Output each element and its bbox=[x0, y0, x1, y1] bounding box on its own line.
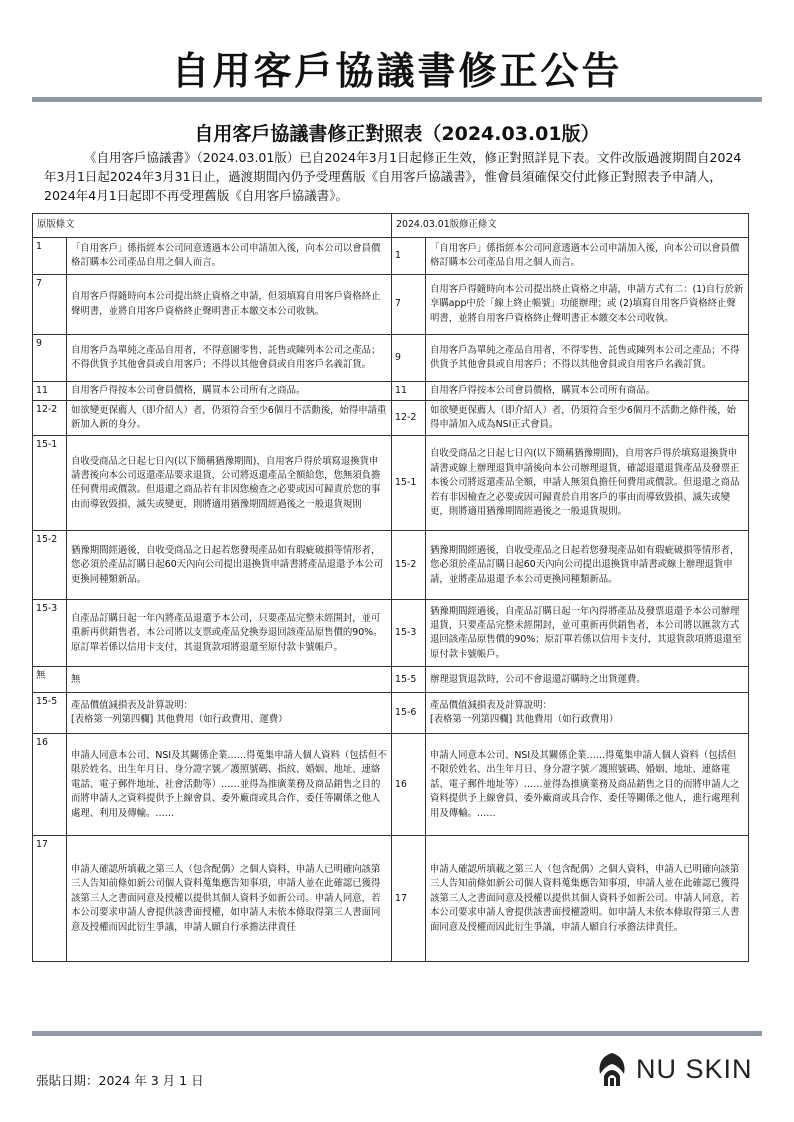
table-row bbox=[33, 335, 749, 382]
comparison-table bbox=[32, 213, 749, 962]
revised-clause-text: 自用客戶為單純之產品自用者，不得零售、託售或陳列本公司之產品；不得供貨予其他會員或自用客戶；不得以其他會員或自用客戶名義訂貨。 bbox=[426, 335, 749, 382]
brand-logo bbox=[592, 1050, 762, 1090]
table-row bbox=[33, 836, 749, 962]
table-row bbox=[33, 734, 749, 836]
table-row bbox=[33, 436, 749, 531]
table-row bbox=[33, 382, 749, 401]
original-clause-number: 無 bbox=[33, 667, 67, 693]
top-divider bbox=[32, 97, 762, 102]
revised-clause-number: 15-5 bbox=[392, 667, 426, 693]
brand-name: NU SKIN bbox=[636, 1054, 753, 1084]
original-clause-text: 自產品訂購日起一年內將產品退還予本公司，只要產品完整未經開封，並可重新再供銷售者，本公司將以支票或產品兌換券退回該產品原售價的90%。原訂單若係以信用卡支付，其退貨款項將退還至原付款卡號帳戶。 bbox=[67, 600, 392, 667]
original-clause-text: 猶豫期間經過後，自收受商品之日起若您發現產品如有瑕疵破損等情形者，您必須於產品訂購日起60天內向公司提出退換貨申請書將產品退還予本公司更換同種類新品。 bbox=[67, 531, 392, 600]
original-clause-text: 自用客戶得隨時向本公司提出終止資格之申請，但須填寫自用客戶資格終止聲明書，並將自用客戶資格終止聲明書正本繳交本公司收執。 bbox=[67, 275, 392, 335]
revised-clause-number: 15-3 bbox=[392, 600, 426, 667]
revised-clause-number: 16 bbox=[392, 734, 426, 836]
table-row bbox=[33, 693, 749, 734]
nu-skin-logo-icon bbox=[592, 1050, 632, 1090]
table-row bbox=[33, 275, 749, 335]
table-subtitle: 自用客戶協議書修正對照表（2024.03.01版） bbox=[194, 123, 600, 145]
original-clause-text: 「自用客戶」係指經本公司同意透過本公司申請加入後，向本公司以會員價格訂購本公司產品自用之個人而言。 bbox=[67, 238, 392, 275]
table-row bbox=[33, 401, 749, 436]
table-header-row bbox=[33, 214, 749, 238]
posting-date: 張貼日期：2024 年 3 月 1 日 bbox=[36, 1073, 204, 1088]
revised-clause-text: 自用客戶得按本公司會員價格，購買本公司所有商品。 bbox=[426, 382, 749, 401]
original-clause-number: 9 bbox=[33, 335, 67, 382]
table-row bbox=[33, 238, 749, 275]
original-clause-number: 15-5 bbox=[33, 693, 67, 734]
original-clause-text: 自用客戶得按本公司會員價格，購買本公司所有之商品。 bbox=[67, 382, 392, 401]
revised-clause-text: 申請人確認所填載之第三人（包含配偶）之個人資料，申請人已明確向該第三人告知前條如新公司個人資料蒐集應告知事項，申請人並在此確認已獲得該第三人之書面同意及授權以提供其個人資料予如新公司。申請人同意，若本公司要求申請人會提供該書面授權證明。如申請人未依本條取得第三人書面同意及授權而因此衍生爭議，申請人願自行承擔法律責任。 bbox=[426, 836, 749, 962]
revised-clause-number: 7 bbox=[392, 275, 426, 335]
original-clause-number: 12-2 bbox=[33, 401, 67, 436]
table-row bbox=[33, 531, 749, 600]
original-clause-number: 17 bbox=[33, 836, 67, 962]
page-title: 自用客戶協議書修正公告 bbox=[171, 49, 623, 93]
original-clause-text: 產品價值減損表及計算說明： [表格第一列第四欄] 其他費用（如行政費用、運費） bbox=[67, 693, 392, 734]
revised-clause-number: 17 bbox=[392, 836, 426, 962]
revised-clause-number: 9 bbox=[392, 335, 426, 382]
revised-clause-text: 猶豫期間經過後，自收受產品之日起若您發現產品如有瑕疵破損等情形者，您必須於產品訂購日起60天內向公司提出退換貨申請書或線上辦理退貨申請，並將產品退還予本公司更換同種類新品。 bbox=[426, 531, 749, 600]
table-row bbox=[33, 600, 749, 667]
revised-clause-text: 自用客戶得隨時向本公司提出終止資格之申請，申請方式有二：(1)自行於新享購app中於「線上終止帳號」功能辦理；或 (2)填寫自用客戶資格終止聲明書，並將自用客戶資格終止聲明書正本繳交本公司收執。 bbox=[426, 275, 749, 335]
revised-clause-number: 15-1 bbox=[392, 436, 426, 531]
revised-clause-text: 自收受商品之日起七日內(以下簡稱猶豫期間)，自用客戶得於填寫退換貨申請書或線上辦理退貨申請後向本公司辦理退貨，確認退還退貨產品及發票正本後公司將返還產品全額，申請人無須負擔任何費用或價款。但退還之商品若有非因檢查之必要或因可歸責於自用客戶的事由而導致毀損、滅失或變更，則將適用猶豫期間經過後之一般退貨規則。 bbox=[426, 436, 749, 531]
original-clause-number: 15-2 bbox=[33, 531, 67, 600]
revised-clause-text: 辦理退貨退款時，公司不會退還訂購時之出貨運費。 bbox=[426, 667, 749, 693]
bottom-divider bbox=[32, 1031, 762, 1036]
original-clause-number: 15-1 bbox=[33, 436, 67, 531]
original-clause-number: 1 bbox=[33, 238, 67, 275]
revised-clause-number: 15-2 bbox=[392, 531, 426, 600]
original-clause-number: 16 bbox=[33, 734, 67, 836]
original-clause-text: 自收受商品之日起七日內(以下簡稱猶豫期間)，自用客戶得於填寫退換貨申請書後向本公司返還產品要求退貨，公司將返還產品全額給您，您無須負擔任何費用或價款。但退還之商品若有非因您檢查之必要或因可歸責於您的事由而導致毀損、滅失或變更，則將適用猶豫期間經過後之一般退貨規則 bbox=[67, 436, 392, 531]
table-row bbox=[33, 667, 749, 693]
revised-clause-text: 申請人同意本公司、NSI及其關係企業……得蒐集申請人個人資料（包括但不限於姓名、出生年月日、身分證字號／護照號碼、婚姻、地址、連絡電話、電子郵件地址等）……並得為推廣業務及商品銷售之目的而將申請人之資料提供予上線會員、委外廠商或具合作、委任等關係之他人，進行處理利用及傳輸。…… bbox=[426, 734, 749, 836]
revised-clause-text: 如欲變更保薦人（即介紹人）者，仍須符合至少6個月不活動之條件後，始得申請加入成為NSI正式會員。 bbox=[426, 401, 749, 436]
revised-clause-text: 「自用客戶」係指經本公司同意透過本公司申請加入後，向本公司以會員價格訂購本公司產品自用之個人而言。 bbox=[426, 238, 749, 275]
original-clause-number: 11 bbox=[33, 382, 67, 401]
original-clause-text: 如欲變更保薦人（即介紹人）者，仍須符合至少6個月不活動後，始得申請重新加入新的身分。 bbox=[67, 401, 392, 436]
original-clause-text: 無 bbox=[67, 667, 392, 693]
original-clause-text: 申請人確認所填載之第三人（包含配偶）之個人資料，申請人已明確向該第三人告知前條如新公司個人資料蒐集應告知事項，申請人並在此確認已獲得該第三人之書面同意及授權以提供其個人資料予如新公司。申請人同意，若本公司要求申請人會提供該書面授權，如申請人未依本條取得第三人書面同意及授權而因此衍生爭議，申請人願自行承擔法律責任 bbox=[67, 836, 392, 962]
original-clause-text: 申請人同意本公司、NSI及其關係企業……得蒐集申請人個人資料（包括但不限於姓名、出生年月日、身分證字號／護照號碼、指紋、婚姻、地址、連絡電話、電子郵件地址、社會活動等）……並得為推廣業務及商品銷售之目的而將申請人之資料提供予上線會員、委外廠商或具合作、委任等關係之他人處理、利用及傳輸。…… bbox=[67, 734, 392, 836]
revised-clause-text: 猶豫期間經過後，自產品訂購日起一年內得將產品及發票退還予本公司辦理退貨，只要產品完整未經開封，並可重新再供銷售者，本公司將以匯款方式退回該產品原售價的90%；原訂單若係以信用卡支付，其退貨款項將退還至原付款卡號帳戶。 bbox=[426, 600, 749, 667]
revised-clause-text: 產品價值減損表及計算說明： [表格第一列第四欄] 其他費用（如行政費用） bbox=[426, 693, 749, 734]
original-clause-number: 15-3 bbox=[33, 600, 67, 667]
original-clause-text: 自用客戶為單純之產品自用者，不得意圖零售、託售或陳列本公司之產品；不得供貨予其他會員或自用客戶；不得以其他會員或自用客戶名義訂貨。 bbox=[67, 335, 392, 382]
header-revised: 2024.03.01版修正條文 bbox=[392, 214, 749, 238]
original-clause-number: 7 bbox=[33, 275, 67, 335]
revised-clause-number: 15-6 bbox=[392, 693, 426, 734]
revised-clause-number: 12-2 bbox=[392, 401, 426, 436]
intro-paragraph: 《自用客戶協議書》（2024.03.01版）已自2024年3月1日起修正生效，修正對照詳見下表。文件改版過渡期間自2024年3月1日起2024年3月31日止，過渡期間內仍予受理舊版《自用客戶協議書》，惟會員須確保交付此修正對照表予申請人，2024年4月1日起即不再受理舊版《自用客戶協議書》。 bbox=[44, 150, 742, 203]
revised-clause-number: 11 bbox=[392, 382, 426, 401]
revised-clause-number: 1 bbox=[392, 238, 426, 275]
header-original: 原版條文 bbox=[33, 214, 392, 238]
